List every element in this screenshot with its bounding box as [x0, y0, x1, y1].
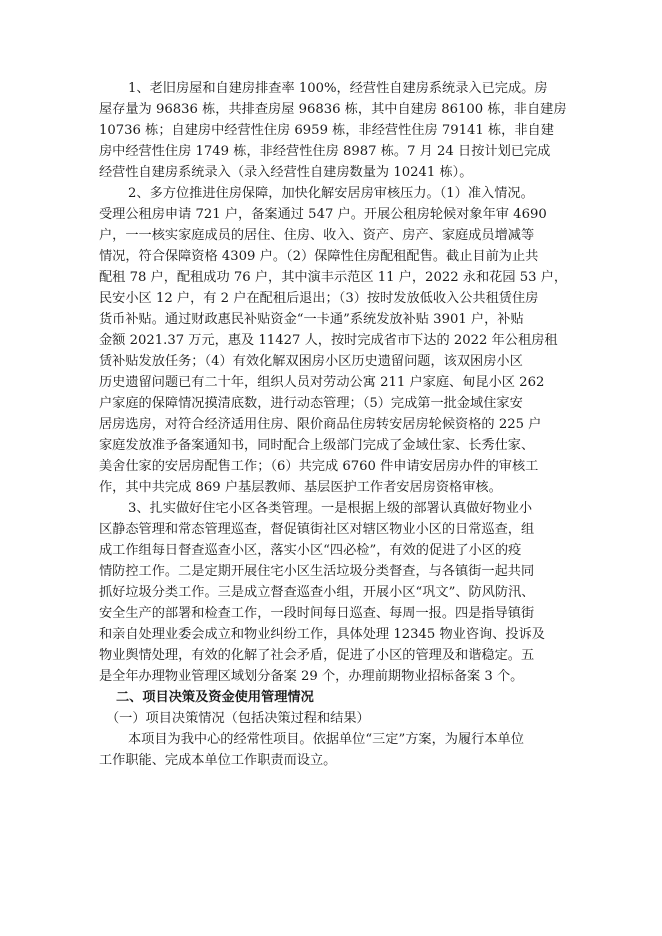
- text-line: 户，一一核实家庭成员的居住、住房、收入、资产、房产、家庭成员增减等: [99, 228, 535, 243]
- text-line: 民安小区 12 户，有 2 户在配租后退出；（3）按时发放低收入公共租赁住房: [99, 291, 539, 306]
- text-line: 安全生产的部署和检查工作，一段时间每日巡查、每周一报。四是指导镇街: [99, 606, 535, 621]
- text-line: 2、多方位推进住房保障，加快化解安居房审核压力。（1）准入情况。: [128, 186, 534, 201]
- text-line: 作，其中共完成 869 户基层教师、基层医护工作者安居房资格审核。: [99, 480, 502, 495]
- text-line: 货币补贴。通过财政惠民补贴资金“一卡通”系统发放补贴 3901 户，补贴: [99, 312, 524, 327]
- text-line: 抓好垃圾分类工作。三是成立督查巡查小组，开展小区“巩文”、防风防汛、: [99, 585, 535, 600]
- text-line: 居房选房，对符合经济适用住房、限价商品住房转安居房轮候资格的 225 户: [99, 417, 542, 432]
- text-line: 10736 栋；自建房中经营性住房 6959 栋，非经营性住房 79141 栋，非自建: [99, 123, 554, 138]
- text-line: 美舍仕家的安居房配售工作；（6）共完成 6760 件申请安居房办件的审核工: [99, 459, 539, 474]
- text-line: 本项目为我中心的经常性项目。依据单位“三定”方案，为履行本单位: [128, 732, 524, 747]
- text-line: 配租 78 户，配租成功 76 户，其中演丰示范区 11 户，2022 永和花园 53 户，: [99, 270, 568, 285]
- text-line: 1、老旧房屋和自建房排查率 100%，经营性自建房系统录入已完成。房: [128, 81, 548, 96]
- text-line: 金额 2021.37 万元，惠及 11427 人，按时完成省市下达的 2022 年公租房租: [99, 333, 558, 348]
- text-line: 历史遗留问题已有二十年，组织人员对劳动公寓 211 户家庭、甸昆小区 262: [99, 375, 545, 390]
- text-line: 成工作组每日督查巡查小区，落实小区“四必检”，有效的促进了小区的疫: [99, 543, 522, 558]
- text-line: 和亲自处理业委会成立和物业纠纷工作，具体处理 12345 物业咨询、投诉及: [99, 627, 545, 642]
- text-line: 家庭发放准予备案通知书，同时配合上级部门完成了金域仕家、长秀仕家、: [99, 438, 535, 453]
- text-line: 房中经营性住房 1749 栋，非经营性住房 8987 栋。7 月 24 日按计划已完成: [99, 144, 551, 159]
- text-line: 情防控工作。二是定期开展住宅小区生活垃圾分类督查，与各镇街一起共同: [99, 564, 535, 579]
- text-line: 户家庭的保障情况摸清底数，进行动态管理；（5）完成第一批金域住家安: [99, 396, 523, 411]
- subsection-heading: （一）项目决策情况（包括决策过程和结果）: [106, 711, 370, 726]
- text-line: 工作职能、完成本单位工作职责而设立。: [99, 753, 337, 768]
- section-heading: 二、项目决策及资金使用管理情况: [116, 690, 314, 705]
- text-line: 赁补贴发放任务；（4）有效化解双困房小区历史遗留问题，该双困房小区: [99, 354, 523, 369]
- text-line: 是全年办理物业管理区域划分备案 29 个，办理前期物业招标备案 3 个。: [99, 669, 524, 684]
- text-line: 受理公租房申请 721 户，备案通过 547 户。开展公租房轮候对象年审 4690: [99, 207, 547, 222]
- text-line: 区静态管理和常态管理巡查，督促镇街社区对辖区物业小区的日常巡查，组: [99, 522, 535, 537]
- text-line: 经营性自建房系统录入（录入经营性自建房数量为 10241 栋）。: [99, 165, 473, 180]
- text-line: 情况，符合保障资格 4309 户。（2）保障性住房配租配售。截止目前为止共: [99, 249, 539, 264]
- text-line: 3、扎实做好住宅小区各类管理。一是根据上级的部署认真做好物业小: [128, 501, 533, 516]
- text-line: 物业舆情处理，有效的化解了社会矛盾，促进了小区的管理及和谐稳定。五: [99, 648, 535, 663]
- text-line: 屋存量为 96836 栋，共排查房屋 96836 栋，其中自建房 86100 栋，非自建房: [99, 102, 567, 117]
